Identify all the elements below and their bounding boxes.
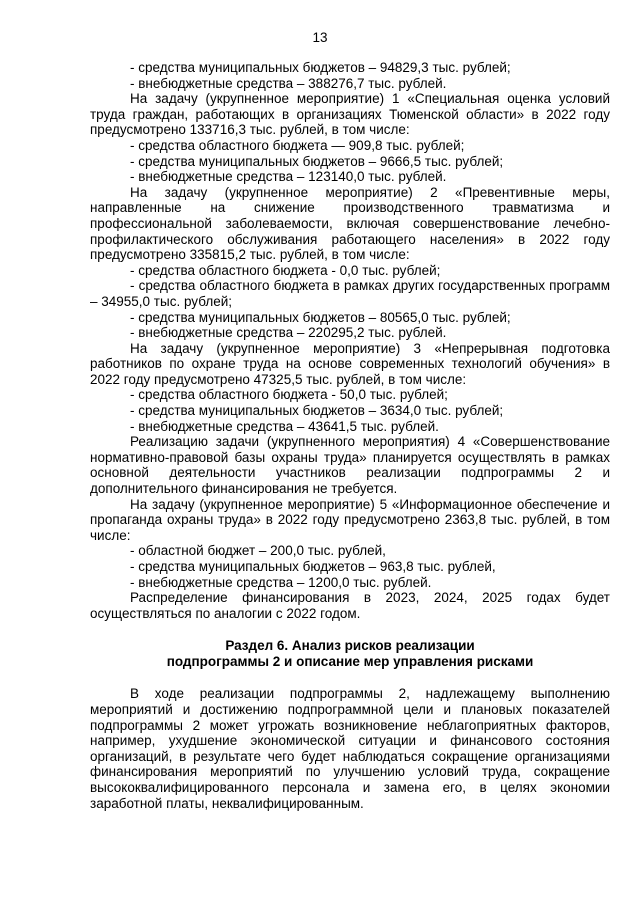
list-item: - внебюджетные средства – 43641,5 тыс. рублей. <box>130 418 439 434</box>
spacer <box>90 670 610 686</box>
list-item: - средства муниципальных бюджетов – 94829,3 тыс. рублей; <box>130 60 511 75</box>
list-item: - внебюджетные средства – 1200,0 тыс. рублей. <box>130 574 432 590</box>
paragraph: На задачу (укрупненное мероприятие) 2 «Превентивные меры, направленные на снижение производственного травматизма и профессиональной заболеваемости, включая совершенствование лечебно-профилактического обслуживания работающего населения» в 2022 году предусмотрено 335815,2 тыс. рублей, в том числе: <box>90 184 610 263</box>
section-heading-line: подпрограммы 2 и описание мер управления рисками <box>166 654 534 670</box>
list-item: - средства муниципальных бюджетов – 80565,0 тыс. рублей; <box>130 309 511 325</box>
list-item: - средства областного бюджета - 50,0 тыс. рублей; <box>130 387 448 403</box>
list-item: - средства муниципальных бюджетов – 9666,5 тыс. рублей; <box>130 153 504 169</box>
paragraph: Распределение финансирования в 2023, 2024, 2025 годах будет осуществляться по аналогии с 2022 годом. <box>90 590 610 621</box>
paragraph: На задачу (укрупненное мероприятие) 1 «Специальная оценка условий труда граждан, работающих в организациях Тюменской области» в 2022 году предусмотрено 133716,3 тыс. рублей, в том числе: <box>90 91 610 138</box>
list-item: - средства муниципальных бюджетов – 3634,0 тыс. рублей; <box>130 403 504 419</box>
paragraph: В ходе реализации подпрограммы 2, надлежащему выполнению мероприятий и достижению подпрограммной цели и плановых показателей подпрограммы 2 может угрожать возникновение неблагоприятных факторов, например, ухудшение экономической ситуации и финансового состояния организаций, в результате чего будет наблюдаться сокращение организациями финансирования мероприятий по улучшению условий труда, сокращение высококвалифицированного персонала и замена его, в целях экономии заработной платы, неквалифицированным. <box>90 686 610 811</box>
list-item: - областной бюджет – 200,0 тыс. рублей, <box>130 543 386 559</box>
document-body <box>90 60 610 811</box>
paragraph: Реализацию задачи (укрупненного мероприятия) 4 «Совершенствование нормативно-правовой базы охраны труда» планируется осуществлять в рамках основной деятельности участников реализации подпрограммы 2 и дополнительного финансирования не требуется. <box>90 434 610 497</box>
page-number: 13 <box>312 30 328 45</box>
paragraph: На задачу (укрупненное мероприятие) 3 «Непрерывная подготовка работников по охране труда на основе современных технологий обучения» в 2022 году предусмотрено 47325,5 тыс. рублей, в том числе: <box>90 340 610 387</box>
section-heading-line: Раздел 6. Анализ рисков реализации <box>225 638 475 654</box>
list-item: - внебюджетные средства – 220295,2 тыс. рублей. <box>130 325 447 341</box>
list-item: - внебюджетные средства – 388276,7 тыс. рублей. <box>130 75 447 91</box>
list-item: - средства областного бюджета - 0,0 тыс. рублей; <box>130 262 441 278</box>
section-heading <box>90 638 610 670</box>
list-item: - средства муниципальных бюджетов – 963,8 тыс. рублей, <box>130 559 496 574</box>
list-item: - средства областного бюджета в рамках других государственных программ – 34955,0 тыс. рублей; <box>90 278 610 309</box>
list-item: - внебюджетные средства – 123140,0 тыс. рублей. <box>130 169 447 185</box>
paragraph: На задачу (укрупненное мероприятие) 5 «Информационное обеспечение и пропаганда охраны труда» в 2022 году предусмотрено 2363,8 тыс. рублей, в том числе: <box>90 496 610 543</box>
list-item: - средства областного бюджета — 909,8 тыс. рублей; <box>130 137 465 153</box>
